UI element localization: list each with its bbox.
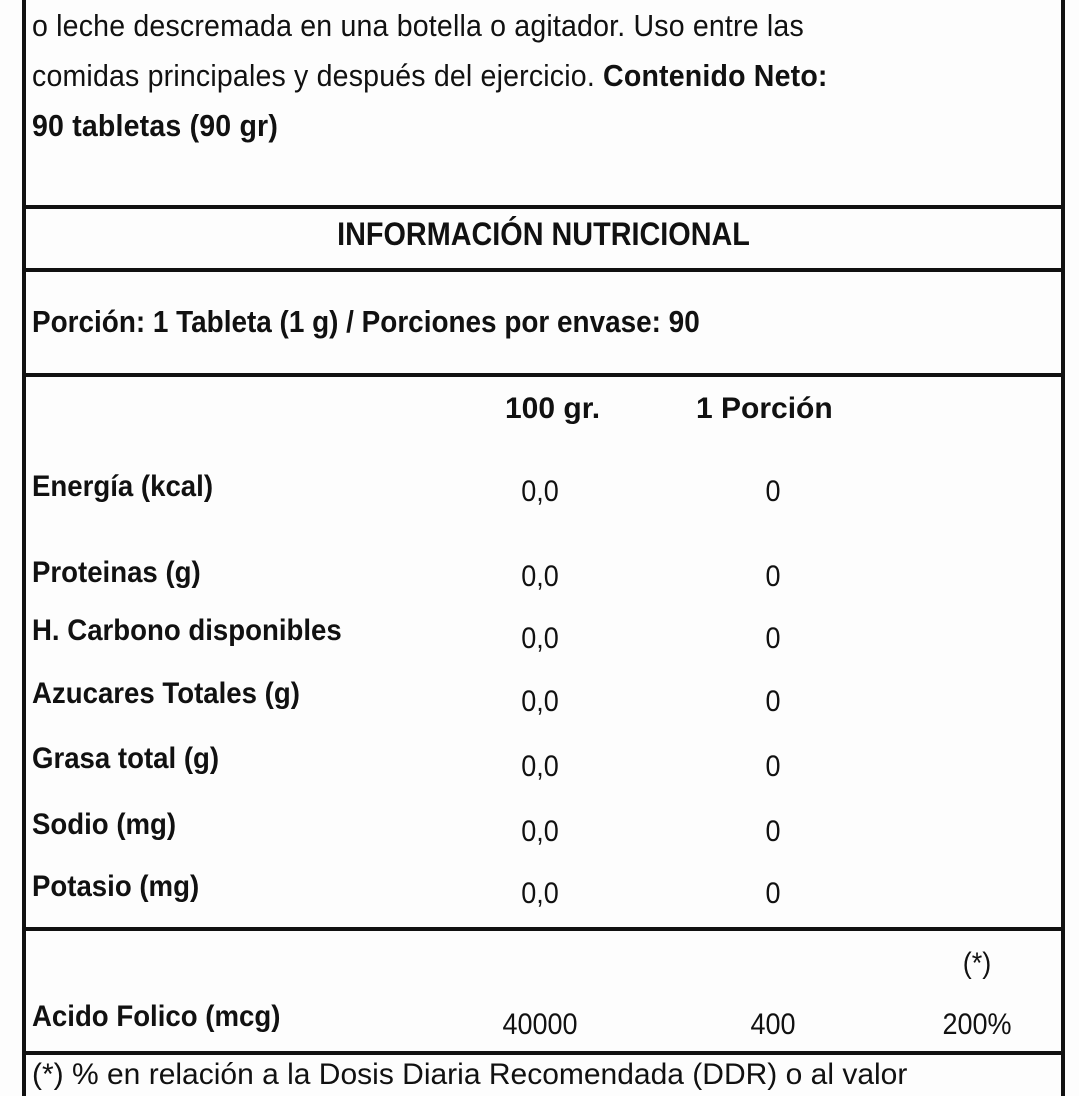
folic-value-portion: 400 [750,1008,796,1041]
row-label-fat: Grasa total (g) [32,742,220,775]
footnote: (*) % en relación a la Dosis Diaria Recomendada (DDR) o al valor [32,1058,908,1091]
folic-value-100g: 40000 [502,1008,578,1041]
row-label-sodium: Sodio (mg) [32,808,177,841]
row-label-potassium: Potasio (mg) [32,870,200,903]
label-frame [22,0,1065,1096]
row-value-100g: 0,0 [521,750,559,783]
net-content-value: 90 tabletas (90 gr) [32,108,279,143]
row-label-folic-acid: Acido Folico (mcg) [32,1000,281,1033]
percent-marker: (*) [962,947,992,980]
folic-value-percent: 200% [942,1008,1012,1041]
row-value-100g: 0,0 [521,622,559,655]
row-label-carbs: H. Carbono disponibles [32,614,342,647]
divider [22,927,1065,931]
row-value-100g: 0,0 [521,877,559,910]
row-value-portion: 0 [765,877,781,910]
row-value-100g: 0,0 [521,685,559,718]
row-value-portion: 0 [765,475,781,508]
column-header-portion: 1 Porción [696,392,833,425]
divider [22,205,1065,209]
row-label-sugars: Azucares Totales (g) [32,677,300,710]
row-value-100g: 0,0 [521,560,559,593]
column-header-100g: 100 gr. [505,392,601,425]
row-value-portion: 0 [765,685,781,718]
row-value-portion: 0 [765,815,781,848]
divider [22,373,1065,377]
portion-info: Porción: 1 Tableta (1 g) / Porciones por envase: 90 [32,304,700,339]
row-value-portion: 0 [765,560,781,593]
nutrition-title: INFORMACIÓN NUTRICIONAL [337,216,750,252]
description-line-2 [32,58,828,94]
divider [22,268,1065,272]
divider [22,1051,1065,1055]
row-value-portion: 0 [765,622,781,655]
net-content-label: Contenido Neto: [603,58,828,93]
row-value-100g: 0,0 [521,475,559,508]
description-line-1: o leche descremada en una botella o agitador. Uso entre las [32,8,804,43]
description-usage: comidas principales y después del ejercicio. [32,58,595,93]
row-value-portion: 0 [765,750,781,783]
row-label-protein: Proteinas (g) [32,556,201,589]
row-label-energy: Energía (kcal) [32,470,214,503]
row-value-100g: 0,0 [521,815,559,848]
